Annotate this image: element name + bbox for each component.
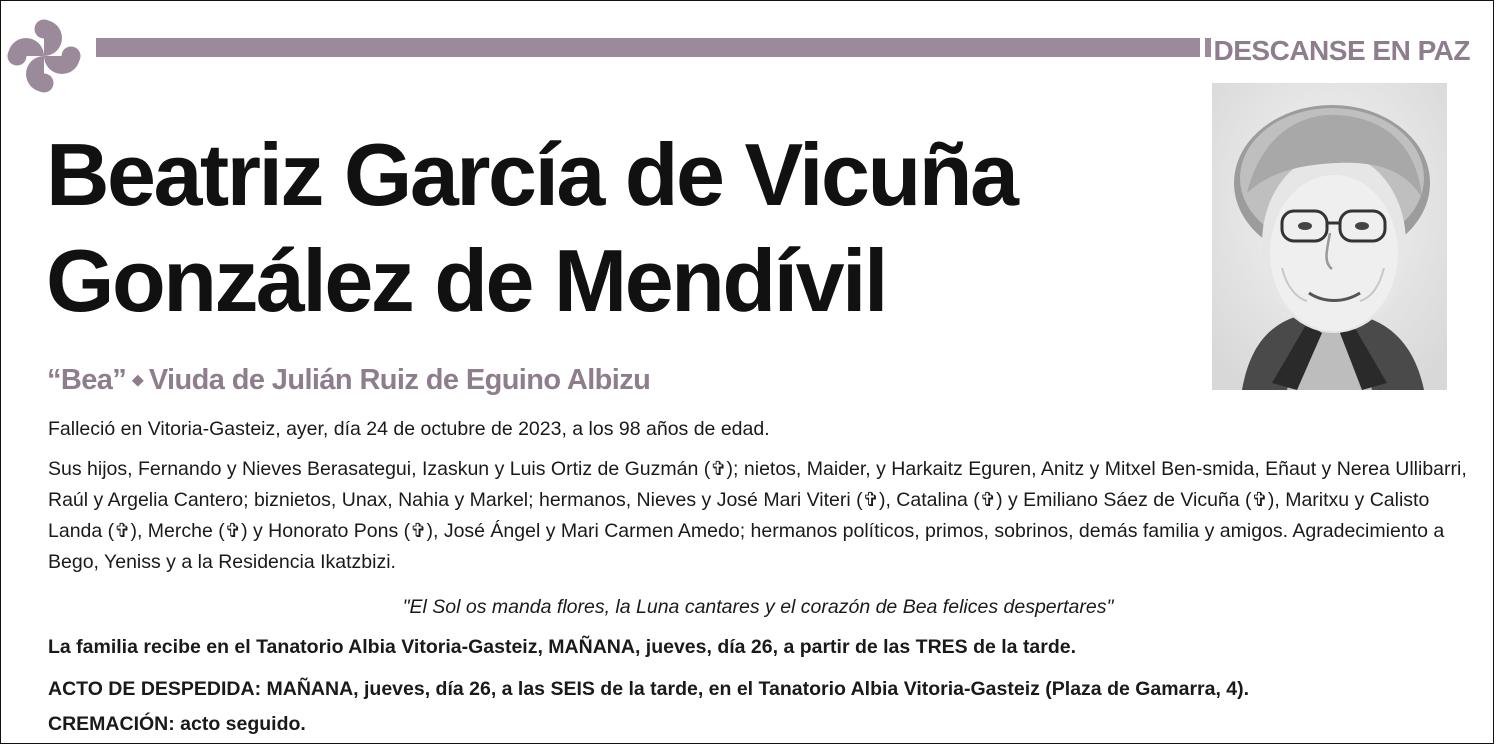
portrait-photo xyxy=(1212,83,1447,390)
cremation-info: CREMACIÓN: acto seguido. xyxy=(48,713,306,735)
header-tag-text: DESCANSE EN PAZ xyxy=(1213,34,1470,66)
nickname: “Bea” xyxy=(47,364,127,396)
deceased-name xyxy=(46,122,1196,334)
deceased-name-line1: Beatriz García de Vicuña xyxy=(46,125,1017,224)
wake-info: La familia recibe en el Tanatorio Albia Vitoria-Gasteiz, MAÑANA, jueves, día 26, a partir de las TRES de la tarde. xyxy=(48,636,1077,658)
lauburu-icon xyxy=(4,16,84,96)
header-tag-strip xyxy=(1205,38,1211,57)
widow-of: Viuda de Julián Ruiz de Eguino Albizu xyxy=(148,364,651,396)
death-notice: Falleció en Vitoria-Gasteiz, ayer, día 24 de octubre de 2023, a los 98 años de edad. xyxy=(48,418,770,440)
diamond-separator: ⬥ xyxy=(132,372,143,389)
memorial-quote: "El Sol os manda flores, la Luna cantares y el corazón de Bea felices despertares" xyxy=(402,596,1114,618)
header-bar xyxy=(96,38,1200,57)
family-list: Sus hijos, Fernando y Nieves Berasategui, Izaskun y Luis Ortiz de Guzmán (✞); nietos, Maider, y Harkaitz Eguren, Anitz y Mitxel Ben-smida, Eñaut y Nerea Ullibarri, Raúl y Argelia Cantero; biznietos, Unax, Nahia y Markel; hermanos, Nieves y José Mari Viteri (✞), Catalina (✞) y Emiliano Sáez de Vicuña (✞), Maritxu y Calisto Landa (✞), Merche (✞) y Honorato Pons (✞), José Ángel y Mari Carmen Amedo; hermanos políticos, primos, sobrinos, demás familia y amigos. Agradecimiento a Bego, Yeniss y a la Residencia Ikatzbizi. xyxy=(48,458,1467,573)
farewell-info: ACTO DE DESPEDIDA: MAÑANA, jueves, día 26, a las SEIS de la tarde, en el Tanatorio Albia Vitoria-Gasteiz (Plaza de Gamarra, 4). xyxy=(48,678,1250,700)
deceased-name-line2: González de Mendívil xyxy=(46,231,886,330)
subtitle xyxy=(47,364,650,397)
header-tag xyxy=(1205,34,1470,66)
